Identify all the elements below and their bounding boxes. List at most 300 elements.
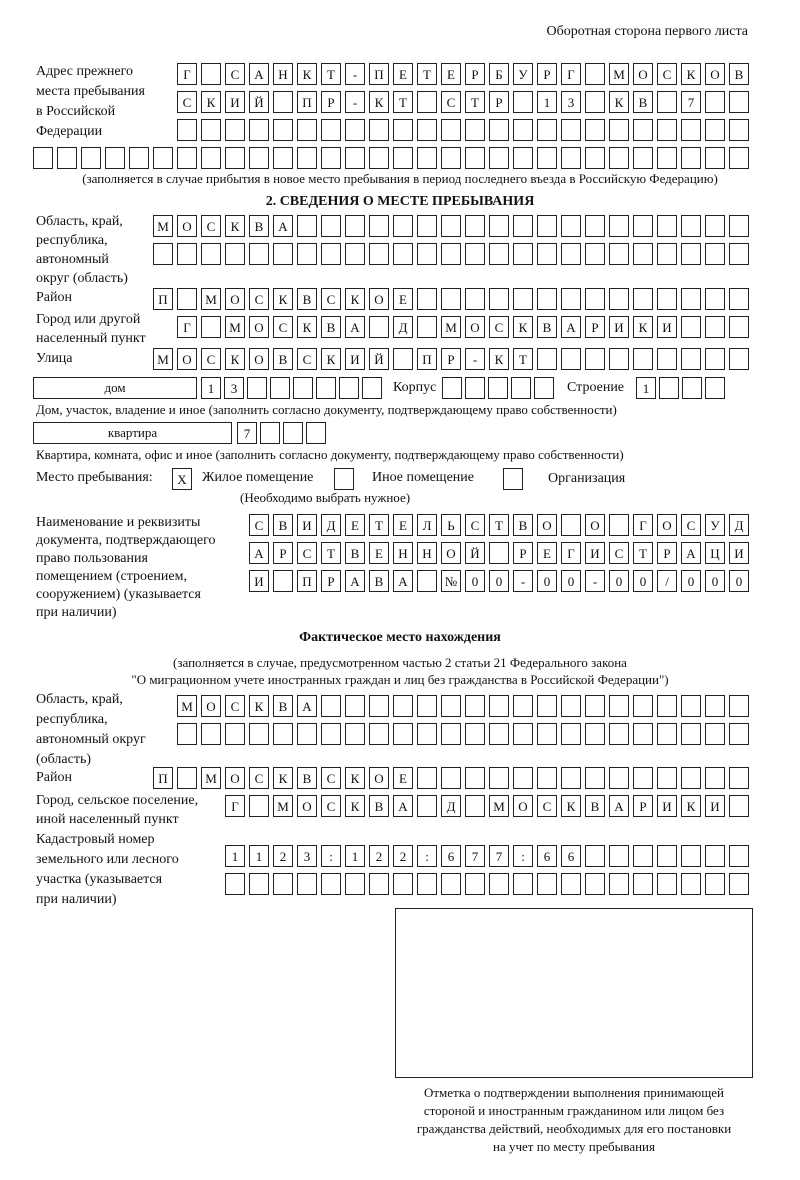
char-cell	[321, 723, 341, 745]
char-cell	[306, 422, 326, 444]
actual-title: Фактическое место нахождения	[299, 630, 501, 645]
char-cell	[537, 243, 557, 265]
char-cell: М	[177, 695, 197, 717]
char-cell	[513, 767, 533, 789]
char-cell: О	[297, 795, 317, 817]
char-cell: К	[369, 91, 389, 113]
char-cell	[247, 377, 267, 399]
char-cell: П	[153, 767, 173, 789]
char-cell: 2	[393, 845, 413, 867]
char-cell	[441, 695, 461, 717]
char-cell	[681, 873, 701, 895]
char-cell: И	[249, 570, 269, 592]
char-cell	[729, 723, 749, 745]
char-cell: Е	[393, 63, 413, 85]
char-cell	[465, 377, 485, 399]
char-cell	[513, 147, 533, 169]
char-cell	[609, 873, 629, 895]
char-cell: А	[249, 63, 269, 85]
char-cell: В	[633, 91, 653, 113]
char-cell	[609, 514, 629, 536]
char-cell	[513, 215, 533, 237]
char-cell: :	[321, 845, 341, 867]
char-cell	[681, 348, 701, 370]
char-cell	[633, 119, 653, 141]
char-cell	[681, 695, 701, 717]
char-cell	[537, 288, 557, 310]
char-cell: Й	[249, 91, 269, 113]
char-cell: О	[225, 288, 245, 310]
city-row	[177, 316, 749, 338]
house-note: Дом, участок, владение и иное (заполнить согласно документу, подтверждающему право собственности)	[36, 402, 617, 417]
char-cell: К	[297, 63, 317, 85]
actual-city-row	[225, 795, 749, 817]
char-cell	[129, 147, 149, 169]
char-cell: С	[321, 795, 341, 817]
char-cell	[537, 695, 557, 717]
char-cell: С	[609, 542, 629, 564]
char-cell	[249, 723, 269, 745]
char-cell: К	[609, 91, 629, 113]
char-cell	[681, 845, 701, 867]
char-cell: В	[345, 542, 365, 564]
char-cell: С	[201, 215, 221, 237]
char-cell	[705, 377, 725, 399]
char-cell	[585, 348, 605, 370]
char-cell	[393, 119, 413, 141]
char-cell	[321, 873, 341, 895]
char-cell: О	[513, 795, 533, 817]
char-cell	[441, 288, 461, 310]
region-row-1	[153, 215, 749, 237]
char-cell	[513, 723, 533, 745]
char-cell	[441, 767, 461, 789]
char-cell: 1	[249, 845, 269, 867]
char-cell	[393, 348, 413, 370]
char-cell: В	[273, 695, 293, 717]
char-cell	[273, 91, 293, 113]
char-cell: П	[297, 91, 317, 113]
char-cell	[489, 243, 509, 265]
char-cell	[609, 215, 629, 237]
char-cell	[417, 695, 437, 717]
char-cell	[225, 243, 245, 265]
stay-place-label: Место пребывания:	[36, 470, 153, 485]
char-cell: К	[681, 795, 701, 817]
char-cell: Н	[393, 542, 413, 564]
char-cell: Т	[393, 91, 413, 113]
actual-region-label-1: Область, край,	[36, 692, 123, 707]
char-cell	[561, 514, 581, 536]
char-cell: В	[297, 767, 317, 789]
char-cell	[561, 873, 581, 895]
char-cell: А	[561, 316, 581, 338]
doc-label-1: Наименование и реквизиты	[36, 515, 201, 530]
char-cell: М	[225, 316, 245, 338]
char-cell: В	[513, 514, 533, 536]
char-cell: -	[513, 570, 533, 592]
doc-label-5: сооружением) (указывается	[36, 587, 201, 602]
char-cell: С	[297, 542, 317, 564]
char-cell: 0	[561, 570, 581, 592]
char-cell: О	[249, 316, 269, 338]
char-cell	[465, 767, 485, 789]
char-cell: Р	[537, 63, 557, 85]
char-cell: -	[345, 63, 365, 85]
char-cell	[369, 316, 389, 338]
city-label-2: населенный пункт	[36, 331, 146, 346]
char-cell	[465, 119, 485, 141]
char-cell: К	[681, 63, 701, 85]
char-cell	[657, 243, 677, 265]
char-cell	[609, 695, 629, 717]
char-cell: А	[393, 795, 413, 817]
char-cell	[489, 767, 509, 789]
char-cell	[417, 119, 437, 141]
char-cell: М	[201, 767, 221, 789]
char-cell	[705, 119, 725, 141]
char-cell: М	[273, 795, 293, 817]
char-cell: 2	[369, 845, 389, 867]
char-cell: Р	[657, 542, 677, 564]
char-cell: М	[153, 348, 173, 370]
district-label: Район	[36, 290, 72, 305]
char-cell	[681, 316, 701, 338]
char-cell	[393, 695, 413, 717]
char-cell: М	[153, 215, 173, 237]
char-cell: С	[249, 514, 269, 536]
char-cell	[489, 215, 509, 237]
char-cell: М	[201, 288, 221, 310]
char-cell: А	[345, 316, 365, 338]
char-cell	[609, 288, 629, 310]
char-cell: С	[321, 767, 341, 789]
char-cell: К	[225, 215, 245, 237]
char-cell: Т	[633, 542, 653, 564]
char-cell	[393, 147, 413, 169]
char-cell: Н	[417, 542, 437, 564]
char-cell: С	[177, 91, 197, 113]
char-cell	[537, 147, 557, 169]
char-cell	[705, 215, 725, 237]
char-cell: Г	[177, 316, 197, 338]
char-cell: А	[609, 795, 629, 817]
doc-label-3: право пользования	[36, 551, 148, 566]
prev-address-label-2: места пребывания	[36, 84, 145, 99]
char-cell: В	[273, 514, 293, 536]
char-cell	[225, 723, 245, 745]
flat-note: Квартира, комната, офис и иное (заполнить согласно документу, подтверждающему право собственности)	[36, 447, 624, 462]
char-cell	[561, 147, 581, 169]
char-cell: Б	[489, 63, 509, 85]
char-cell: Т	[369, 514, 389, 536]
char-cell: Е	[393, 514, 413, 536]
char-cell: И	[657, 795, 677, 817]
doc-row-3	[249, 570, 749, 592]
char-cell: К	[345, 767, 365, 789]
prev-address-note: (заполняется в случае прибытия в новое место пребывания в период последнего въезда в Российскую Федерацию)	[82, 171, 718, 186]
char-cell: 0	[609, 570, 629, 592]
char-cell	[633, 348, 653, 370]
prev-address-label-3: в Российской	[36, 104, 116, 119]
district-row	[153, 288, 749, 310]
char-cell: Р	[585, 316, 605, 338]
char-cell	[609, 348, 629, 370]
actual-region-label-4: (область)	[36, 752, 92, 767]
char-cell	[465, 695, 485, 717]
actual-note-1: (заполняется в случае, предусмотренном частью 2 статьи 21 Федерального закона	[173, 655, 627, 670]
char-cell: Е	[393, 288, 413, 310]
house-number-row	[201, 377, 382, 399]
char-cell: В	[585, 795, 605, 817]
doc-label-4: помещением (строением,	[36, 569, 187, 584]
char-cell	[705, 723, 725, 745]
char-cell	[345, 243, 365, 265]
char-cell: К	[249, 695, 269, 717]
cadastral-label-1: Кадастровый номер	[36, 832, 155, 847]
char-cell: С	[225, 695, 245, 717]
char-cell	[682, 377, 702, 399]
actual-city-label-1: Город, сельское поселение,	[36, 793, 199, 808]
char-cell	[393, 243, 413, 265]
char-cell: В	[297, 288, 317, 310]
char-cell	[369, 695, 389, 717]
char-cell: Д	[393, 316, 413, 338]
char-cell: Е	[345, 514, 365, 536]
char-cell: А	[249, 542, 269, 564]
actual-region-row-2	[177, 723, 749, 745]
flat-type-field: квартира	[33, 422, 232, 444]
char-cell: -	[345, 91, 365, 113]
char-cell	[561, 215, 581, 237]
char-cell	[249, 873, 269, 895]
char-cell	[369, 215, 389, 237]
char-cell	[585, 288, 605, 310]
char-cell: 3	[297, 845, 317, 867]
cadastral-row-2	[225, 873, 749, 895]
char-cell	[441, 215, 461, 237]
char-cell	[513, 91, 533, 113]
char-cell: Й	[465, 542, 485, 564]
confirmation-caption-line-3: гражданства действий, необходимых для его постановки	[416, 1121, 732, 1136]
option-organization-label: Организация	[548, 471, 626, 486]
char-cell	[585, 695, 605, 717]
char-cell: О	[369, 288, 389, 310]
char-cell	[729, 147, 749, 169]
char-cell	[705, 288, 725, 310]
char-cell: О	[465, 316, 485, 338]
char-cell: Р	[321, 570, 341, 592]
char-cell	[705, 316, 725, 338]
char-cell: 0	[489, 570, 509, 592]
char-cell	[489, 147, 509, 169]
char-cell: К	[561, 795, 581, 817]
char-cell	[417, 570, 437, 592]
char-cell	[345, 119, 365, 141]
char-cell	[537, 767, 557, 789]
char-cell	[729, 316, 749, 338]
char-cell	[81, 147, 101, 169]
char-cell: К	[321, 348, 341, 370]
char-cell	[321, 243, 341, 265]
char-cell	[534, 377, 554, 399]
char-cell	[441, 723, 461, 745]
char-cell	[561, 243, 581, 265]
char-cell: Р	[489, 91, 509, 113]
char-cell: С	[681, 514, 701, 536]
char-cell: 0	[705, 570, 725, 592]
char-cell: П	[153, 288, 173, 310]
char-cell	[362, 377, 382, 399]
char-cell: Р	[513, 542, 533, 564]
char-cell	[417, 147, 437, 169]
confirmation-stamp-box	[395, 908, 753, 1078]
char-cell	[681, 723, 701, 745]
char-cell	[657, 873, 677, 895]
char-cell	[705, 91, 725, 113]
char-cell: 6	[537, 845, 557, 867]
region-label-2: республика,	[36, 233, 108, 248]
char-cell: В	[537, 316, 557, 338]
char-cell: И	[585, 542, 605, 564]
char-cell: К	[201, 91, 221, 113]
street-label: Улица	[36, 351, 73, 366]
char-cell	[633, 243, 653, 265]
corpus-row	[442, 377, 554, 399]
char-cell	[537, 723, 557, 745]
char-cell	[729, 288, 749, 310]
char-cell: И	[225, 91, 245, 113]
char-cell	[729, 873, 749, 895]
char-cell	[705, 873, 725, 895]
char-cell: 0	[729, 570, 749, 592]
char-cell	[177, 243, 197, 265]
char-cell	[441, 147, 461, 169]
char-cell: А	[273, 215, 293, 237]
char-cell	[513, 243, 533, 265]
char-cell	[657, 147, 677, 169]
confirmation-caption-line-4: на учет по месту пребывания	[493, 1139, 655, 1154]
region-label-4: округ (область)	[36, 271, 128, 286]
char-cell: В	[249, 215, 269, 237]
char-cell	[633, 767, 653, 789]
char-cell	[657, 119, 677, 141]
char-cell: А	[393, 570, 413, 592]
char-cell	[177, 288, 197, 310]
char-cell: 3	[561, 91, 581, 113]
char-cell: Й	[369, 348, 389, 370]
cadastral-label-2: земельного или лесного	[36, 852, 179, 867]
char-cell	[297, 243, 317, 265]
actual-city-label-2: иной населенный пункт	[36, 812, 179, 827]
char-cell	[681, 288, 701, 310]
char-cell: Т	[321, 63, 341, 85]
char-cell: А	[297, 695, 317, 717]
char-cell: С	[465, 514, 485, 536]
char-cell	[489, 288, 509, 310]
char-cell: О	[225, 767, 245, 789]
actual-note-2: "О миграционном учете иностранных граждан и лиц без гражданства в Российской Федерации")	[131, 672, 669, 687]
char-cell: И	[345, 348, 365, 370]
char-cell	[633, 695, 653, 717]
char-cell: К	[489, 348, 509, 370]
char-cell	[609, 147, 629, 169]
char-cell: К	[225, 348, 245, 370]
char-cell	[633, 873, 653, 895]
char-cell	[537, 215, 557, 237]
char-cell: Р	[321, 91, 341, 113]
char-cell: П	[369, 63, 389, 85]
char-cell	[249, 795, 269, 817]
char-cell: 0	[465, 570, 485, 592]
confirmation-caption	[395, 1084, 753, 1156]
char-cell: К	[273, 767, 293, 789]
char-cell: О	[537, 514, 557, 536]
char-cell	[659, 377, 679, 399]
char-cell	[705, 695, 725, 717]
char-cell: У	[513, 63, 533, 85]
char-cell: Д	[321, 514, 341, 536]
char-cell	[705, 243, 725, 265]
char-cell: О	[201, 695, 221, 717]
char-cell: К	[345, 795, 365, 817]
char-cell	[369, 147, 389, 169]
char-cell: 1	[225, 845, 245, 867]
char-cell: Н	[273, 63, 293, 85]
cadastral-row-1	[225, 845, 749, 867]
char-cell	[249, 119, 269, 141]
char-cell	[345, 147, 365, 169]
char-cell	[513, 119, 533, 141]
confirmation-caption-line-1: Отметка о подтверждении выполнения принимающей	[423, 1085, 725, 1100]
char-cell	[511, 377, 531, 399]
char-cell: Д	[729, 514, 749, 536]
char-cell	[657, 767, 677, 789]
char-cell: С	[249, 288, 269, 310]
char-cell	[561, 767, 581, 789]
prev-address-label-4: Федерации	[36, 124, 103, 139]
char-cell	[465, 288, 485, 310]
char-cell	[729, 119, 749, 141]
char-cell: С	[297, 348, 317, 370]
char-cell: Г	[177, 63, 197, 85]
char-cell	[561, 288, 581, 310]
prev-address-label-1: Адрес прежнего	[36, 64, 133, 79]
char-cell	[585, 243, 605, 265]
actual-region-label-3: автономный округ	[36, 732, 146, 747]
char-cell: В	[369, 570, 389, 592]
char-cell	[369, 243, 389, 265]
char-cell	[633, 215, 653, 237]
char-cell	[225, 873, 245, 895]
char-cell: 0	[681, 570, 701, 592]
option-other-checkbox	[334, 468, 354, 490]
doc-row-1	[249, 514, 749, 536]
options-note: (Необходимо выбрать нужное)	[240, 490, 411, 505]
option-residential-checkbox: X	[172, 468, 192, 490]
char-cell: 1	[537, 91, 557, 113]
char-cell: Е	[393, 767, 413, 789]
char-cell: О	[369, 767, 389, 789]
char-cell	[345, 723, 365, 745]
char-cell: К	[513, 316, 533, 338]
char-cell	[633, 288, 653, 310]
char-cell	[537, 873, 557, 895]
char-cell: К	[345, 288, 365, 310]
char-cell: 7	[465, 845, 485, 867]
char-cell: И	[705, 795, 725, 817]
char-cell: -	[585, 570, 605, 592]
